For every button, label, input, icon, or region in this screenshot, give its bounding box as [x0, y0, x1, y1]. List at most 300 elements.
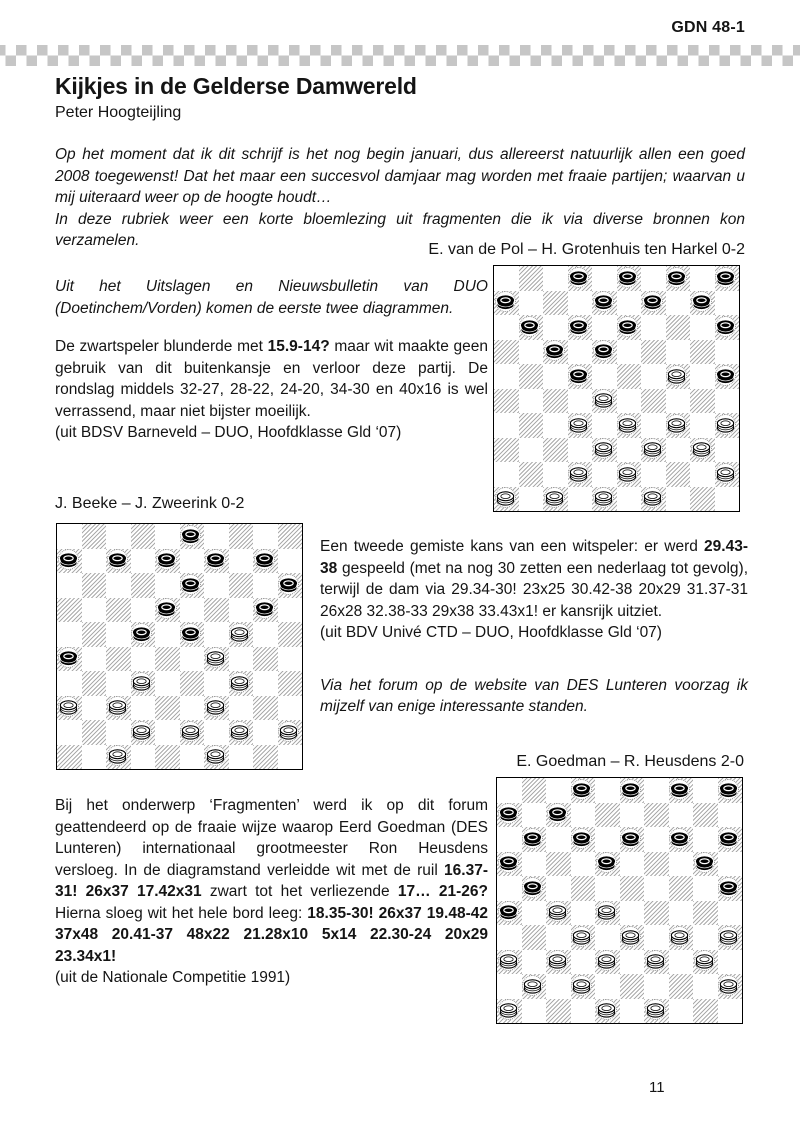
- board-square: [693, 827, 718, 852]
- board-square: [715, 438, 740, 463]
- board-square: [592, 266, 617, 291]
- white-man-icon: [568, 414, 589, 435]
- board-square: [543, 364, 568, 389]
- board-square: [494, 266, 519, 291]
- board-square: [568, 487, 593, 512]
- board-square: [131, 524, 156, 549]
- white-man-icon: [571, 926, 592, 947]
- board-square: [620, 974, 645, 999]
- board-square: [617, 413, 642, 438]
- white-man-icon: [715, 414, 736, 435]
- board-square: [644, 974, 669, 999]
- white-man-icon: [107, 696, 128, 717]
- board-square: [546, 925, 571, 950]
- board-square: [253, 549, 278, 574]
- board-square: [522, 827, 547, 852]
- board-square: [57, 720, 82, 745]
- black-man-icon: [107, 549, 128, 570]
- fragment-source: (uit BDV Univé CTD – DUO, Hoofdklasse Gld ‘07): [320, 624, 662, 641]
- white-man-icon: [645, 999, 666, 1020]
- board-square: [497, 827, 522, 852]
- board-square: [595, 950, 620, 975]
- board-square: [82, 720, 107, 745]
- white-man-icon: [229, 721, 250, 742]
- fragment-1-text: [55, 276, 488, 444]
- board-square: [543, 291, 568, 316]
- board-square: [715, 291, 740, 316]
- board-square: [180, 745, 205, 770]
- board-square: [497, 950, 522, 975]
- board-square: [180, 524, 205, 549]
- black-man-icon: [571, 828, 592, 849]
- board-square: [543, 389, 568, 414]
- white-man-icon: [498, 950, 519, 971]
- board-square: [278, 573, 303, 598]
- board-square: [543, 340, 568, 365]
- board-square: [155, 745, 180, 770]
- black-man-icon: [568, 365, 589, 386]
- board-square: [592, 413, 617, 438]
- white-man-icon: [547, 901, 568, 922]
- board-square: [494, 462, 519, 487]
- checkered-band-decoration: [0, 45, 800, 66]
- white-man-icon: [131, 672, 152, 693]
- white-man-icon: [58, 696, 79, 717]
- board-square: [571, 852, 596, 877]
- white-man-icon: [642, 438, 663, 459]
- board-square: [644, 925, 669, 950]
- board-square: [57, 696, 82, 721]
- board-square: [715, 266, 740, 291]
- board-square: [718, 925, 743, 950]
- board-square: [180, 696, 205, 721]
- board-square: [106, 549, 131, 574]
- board-square: [253, 696, 278, 721]
- board-square: [131, 671, 156, 696]
- board-square: [595, 803, 620, 828]
- white-man-icon: [617, 463, 638, 484]
- white-man-icon: [205, 647, 226, 668]
- black-man-icon: [617, 267, 638, 288]
- white-man-icon: [596, 999, 617, 1020]
- black-man-icon: [718, 877, 739, 898]
- white-man-icon: [666, 414, 687, 435]
- black-man-icon: [180, 574, 201, 595]
- board-square: [131, 720, 156, 745]
- board-square: [666, 364, 691, 389]
- board-square: [131, 573, 156, 598]
- board-square: [522, 925, 547, 950]
- board-square: [568, 340, 593, 365]
- black-man-icon: [642, 291, 663, 312]
- board-square: [568, 462, 593, 487]
- board-square: [644, 950, 669, 975]
- board-square: [690, 438, 715, 463]
- fragment-body: De zwartspeler blunderde met 15.9-14? maar wit maakte geen gebruik van dit buitenkansje en verloor deze partij. De rondslag middels 32-27, 28-22, 24-20, 34-30 en 40x16 is wel verrassend, maar niet bijster moeilijk.: [55, 338, 489, 420]
- board-square: [253, 622, 278, 647]
- board-square: [690, 266, 715, 291]
- board-square: [693, 803, 718, 828]
- board-square: [546, 852, 571, 877]
- board-square: [568, 438, 593, 463]
- black-man-icon: [593, 340, 614, 361]
- board-square: [617, 462, 642, 487]
- board-square: [644, 876, 669, 901]
- board-square: [82, 549, 107, 574]
- board-square: [229, 671, 254, 696]
- board-square: [180, 720, 205, 745]
- white-man-icon: [278, 721, 299, 742]
- board-square: [253, 745, 278, 770]
- board-square: [718, 974, 743, 999]
- black-man-icon: [522, 877, 543, 898]
- board-square: [666, 291, 691, 316]
- board-square: [690, 413, 715, 438]
- board-square: [669, 827, 694, 852]
- board-square: [620, 827, 645, 852]
- board-square: [641, 291, 666, 316]
- board-square: [617, 389, 642, 414]
- board-square: [522, 999, 547, 1024]
- board-square: [106, 622, 131, 647]
- board-square: [690, 462, 715, 487]
- board-square: [644, 827, 669, 852]
- board-square: [693, 852, 718, 877]
- board-square: [106, 647, 131, 672]
- board-square: [571, 876, 596, 901]
- board-square: [690, 487, 715, 512]
- board-square: [718, 852, 743, 877]
- board-square: [494, 291, 519, 316]
- board-square: [278, 745, 303, 770]
- board-square: [669, 803, 694, 828]
- board-square: [669, 901, 694, 926]
- board-square: [543, 487, 568, 512]
- black-man-icon: [205, 549, 226, 570]
- board-square: [595, 827, 620, 852]
- board-square: [641, 340, 666, 365]
- black-man-icon: [156, 598, 177, 619]
- board-square: [693, 876, 718, 901]
- board-square: [253, 647, 278, 672]
- white-man-icon: [593, 438, 614, 459]
- board-square: [106, 720, 131, 745]
- board-square: [204, 696, 229, 721]
- board-square: [278, 647, 303, 672]
- board-square: [620, 950, 645, 975]
- board-square: [155, 647, 180, 672]
- white-man-icon: [593, 487, 614, 508]
- issue-label: GDN 48-1: [671, 19, 745, 36]
- board-square: [204, 573, 229, 598]
- board-square: [669, 974, 694, 999]
- fragment-body: Bij het onderwerp ‘Fragmenten’ werd ik op dit forum geattendeerd op de fraaie wijze waarop Eerd Goedman (DES Lunteren) internationaal grootmeester Ron Heusdens versloeg. In de diagramstand verleidde wit met de ruil 16.37-31! 26x37 17.42x31 zwart tot het verliezende 17… 21-26? Hierna sloeg wit het hele bord leeg: 18.35-30! 26x37 19.48-42 37x48 20.41-37 48x22 21.28x10 5x14 22.30-24 20x29 23.34x1!: [55, 797, 488, 965]
- board-square: [715, 389, 740, 414]
- board-square: [494, 438, 519, 463]
- board-square: [155, 573, 180, 598]
- black-man-icon: [715, 267, 736, 288]
- board-square: [106, 671, 131, 696]
- board-square: [669, 950, 694, 975]
- board-square: [229, 598, 254, 623]
- board-square: [644, 778, 669, 803]
- white-man-icon: [718, 975, 739, 996]
- board-square: [644, 901, 669, 926]
- black-man-icon: [544, 340, 565, 361]
- board-square: [644, 852, 669, 877]
- board-square: [620, 999, 645, 1024]
- board-square: [669, 999, 694, 1024]
- board-square: [519, 340, 544, 365]
- board-square: [592, 462, 617, 487]
- board-square: [571, 827, 596, 852]
- board-square: [718, 827, 743, 852]
- board-square: [82, 647, 107, 672]
- black-man-icon: [715, 316, 736, 337]
- board-square: [718, 901, 743, 926]
- board-square: [571, 974, 596, 999]
- board-square: [180, 549, 205, 574]
- fragment-3-text: [55, 795, 488, 989]
- board-square: [666, 389, 691, 414]
- board-square: [641, 438, 666, 463]
- white-man-icon: [547, 950, 568, 971]
- board-square: [82, 573, 107, 598]
- board-square: [180, 671, 205, 696]
- board-square: [180, 573, 205, 598]
- fragment-source: (uit BDSV Barneveld – DUO, Hoofdklasse Gld ‘07): [55, 424, 402, 441]
- board-square: [568, 389, 593, 414]
- board-square: [497, 852, 522, 877]
- board-square: [180, 647, 205, 672]
- black-man-icon: [669, 779, 690, 800]
- board-square: [592, 389, 617, 414]
- white-man-icon: [715, 463, 736, 484]
- white-man-icon: [617, 414, 638, 435]
- board-square: [519, 291, 544, 316]
- board-square: [57, 745, 82, 770]
- article-author: Peter Hoogteijling: [55, 104, 182, 121]
- board-square: [106, 745, 131, 770]
- black-man-icon: [131, 623, 152, 644]
- board-square: [278, 720, 303, 745]
- black-man-icon: [254, 549, 275, 570]
- board-square: [82, 598, 107, 623]
- board-square: [595, 974, 620, 999]
- board-square: [522, 778, 547, 803]
- board-square: [519, 413, 544, 438]
- board-square: [522, 876, 547, 901]
- board-square: [494, 389, 519, 414]
- black-man-icon: [617, 316, 638, 337]
- white-man-icon: [205, 696, 226, 717]
- board-square: [568, 266, 593, 291]
- article-title: Kijkjes in de Gelderse Damwereld: [55, 73, 417, 99]
- board-square: [693, 999, 718, 1024]
- board-square: [693, 778, 718, 803]
- board-square: [204, 647, 229, 672]
- board-square: [82, 524, 107, 549]
- board-square: [204, 524, 229, 549]
- board-square: [592, 291, 617, 316]
- white-man-icon: [620, 926, 641, 947]
- white-man-icon: [593, 389, 614, 410]
- board-square: [494, 364, 519, 389]
- board-square: [571, 925, 596, 950]
- board-square: [519, 438, 544, 463]
- board-square: [522, 950, 547, 975]
- board-square: [497, 876, 522, 901]
- board-square: [155, 720, 180, 745]
- intro-paragraph: In deze rubriek weer een korte bloemlezing uit fragmenten die ik via diverse bronnen kon verzamelen.: [55, 210, 745, 249]
- black-man-icon: [498, 852, 519, 873]
- board-square: [522, 852, 547, 877]
- board-square: [155, 622, 180, 647]
- board-square: [229, 696, 254, 721]
- black-man-icon: [254, 598, 275, 619]
- board-square: [715, 340, 740, 365]
- board-square: [253, 573, 278, 598]
- board-square: [519, 487, 544, 512]
- board-square: [497, 974, 522, 999]
- fragment-heading-2: J. Beeke – J. Zweerink 0-2: [55, 495, 245, 512]
- board-square: [620, 901, 645, 926]
- white-man-icon: [107, 745, 128, 766]
- board-square: [641, 462, 666, 487]
- board-square: [497, 778, 522, 803]
- black-man-icon: [715, 365, 736, 386]
- board-square: [669, 876, 694, 901]
- board-square: [571, 950, 596, 975]
- board-square: [82, 622, 107, 647]
- board-square: [693, 901, 718, 926]
- board-square: [106, 696, 131, 721]
- board-square: [666, 340, 691, 365]
- board-square: [592, 364, 617, 389]
- board-square: [253, 524, 278, 549]
- draughts-board-1: [493, 265, 740, 512]
- white-man-icon: [691, 438, 712, 459]
- board-square: [666, 266, 691, 291]
- white-man-icon: [544, 487, 565, 508]
- board-square: [641, 364, 666, 389]
- board-square: [641, 487, 666, 512]
- board-square: [571, 901, 596, 926]
- board-square: [718, 778, 743, 803]
- board-square: [690, 364, 715, 389]
- fragment-source: (uit de Nationale Competitie 1991): [55, 969, 291, 986]
- black-man-icon: [498, 901, 519, 922]
- board-square: [568, 315, 593, 340]
- board-square: [546, 827, 571, 852]
- board-square: [595, 852, 620, 877]
- board-square: [568, 291, 593, 316]
- board-square: [595, 999, 620, 1024]
- white-man-icon: [522, 975, 543, 996]
- board-square: [617, 291, 642, 316]
- board-square: [253, 720, 278, 745]
- black-man-icon: [718, 828, 739, 849]
- board-square: [494, 315, 519, 340]
- board-square: [155, 524, 180, 549]
- board-square: [57, 598, 82, 623]
- intro-paragraph: Op het moment dat ik dit schrijf is het nog begin januari, dus allereerst natuurlijk allen een goed 2008 toegewenst! Dat het maar een succesvol damjaar mag worden met fraaie partijen; waarvan u mij uiteraard weer op de hoogte houdt…: [55, 146, 745, 206]
- board-square: [641, 315, 666, 340]
- board-square: [620, 852, 645, 877]
- board-square: [718, 999, 743, 1024]
- board-square: [669, 925, 694, 950]
- board-square: [592, 487, 617, 512]
- black-man-icon: [593, 291, 614, 312]
- board-square: [497, 803, 522, 828]
- black-man-icon: [156, 549, 177, 570]
- board-square: [546, 803, 571, 828]
- black-man-icon: [180, 525, 201, 546]
- board-square: [666, 413, 691, 438]
- board-square: [546, 876, 571, 901]
- board-square: [595, 901, 620, 926]
- board-square: [522, 803, 547, 828]
- board-square: [715, 315, 740, 340]
- board-square: [180, 598, 205, 623]
- board-square: [253, 671, 278, 696]
- black-man-icon: [58, 647, 79, 668]
- black-man-icon: [180, 623, 201, 644]
- board-square: [278, 622, 303, 647]
- board-square: [131, 549, 156, 574]
- board-square: [494, 413, 519, 438]
- black-man-icon: [694, 852, 715, 873]
- black-man-icon: [568, 316, 589, 337]
- board-square: [57, 647, 82, 672]
- board-square: [620, 876, 645, 901]
- fragment-2-text: [320, 536, 748, 718]
- board-square: [595, 778, 620, 803]
- board-square: [57, 622, 82, 647]
- draughts-board-2: [56, 523, 303, 770]
- board-square: [229, 745, 254, 770]
- black-man-icon: [498, 803, 519, 824]
- board-square: [690, 340, 715, 365]
- white-man-icon: [596, 901, 617, 922]
- white-man-icon: [666, 365, 687, 386]
- board-square: [718, 950, 743, 975]
- board-square: [666, 462, 691, 487]
- board-square: [641, 389, 666, 414]
- board-square: [278, 549, 303, 574]
- board-square: [546, 901, 571, 926]
- board-square: [568, 364, 593, 389]
- board-square: [82, 671, 107, 696]
- board-square: [229, 720, 254, 745]
- board-square: [131, 598, 156, 623]
- board-square: [229, 647, 254, 672]
- board-square: [519, 462, 544, 487]
- board-square: [57, 524, 82, 549]
- board-square: [592, 315, 617, 340]
- board-square: [155, 598, 180, 623]
- board-square: [669, 778, 694, 803]
- board-square: [204, 598, 229, 623]
- board-square: [494, 340, 519, 365]
- board-square: [253, 598, 278, 623]
- white-man-icon: [498, 999, 519, 1020]
- board-square: [641, 413, 666, 438]
- board-square: [543, 438, 568, 463]
- white-man-icon: [596, 950, 617, 971]
- board-square: [568, 413, 593, 438]
- board-square: [690, 389, 715, 414]
